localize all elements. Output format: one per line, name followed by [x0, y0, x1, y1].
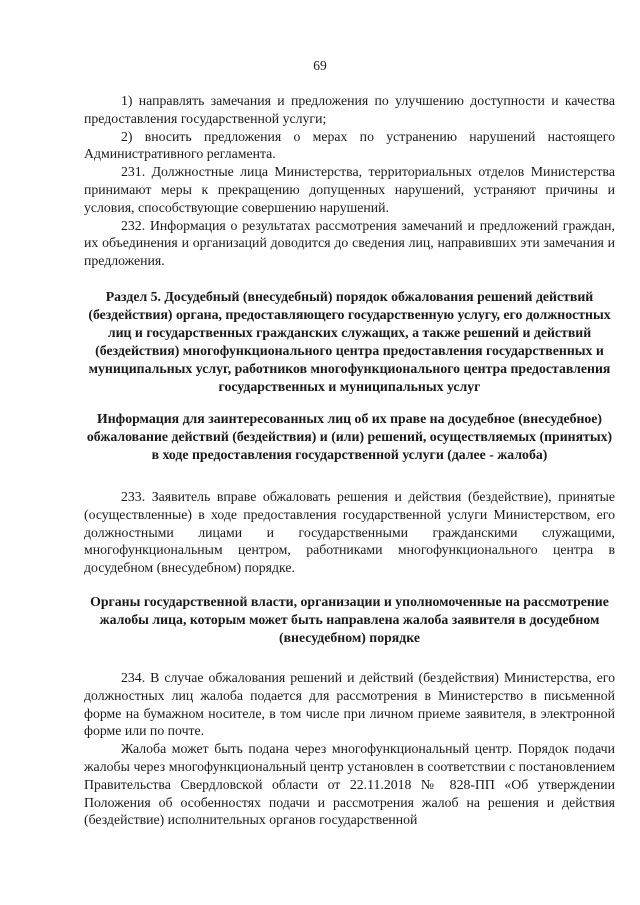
paragraph-item-1: 1) направлять замечания и предложения по улучшению доступности и качества предоставления государственной услуги;	[84, 93, 615, 126]
paragraph-234: 234. В случае обжалования решений и действий (бездействия) Министерства, его должностных лиц жалоба подается для рассмотрения в Министерство в письменной форме на бумажном носителе, в том числе при личном приеме заявителя, в электронной форме или по почте.	[84, 669, 615, 739]
organs-heading: Органы государственной власти, организации и уполномоченные на рассмотрение жалобы лица, которым может быть направлена жалоба заявителя в досудебном (внесудебном) порядке	[90, 593, 609, 645]
info-heading: Информация для заинтересованных лиц об их праве на досудебное (внесудебное) обжалование действий (бездействия) и (или) решений, осуществляемых (принятых) в ходе предоставления государственной услуги (далее - жалоба)	[86, 410, 613, 462]
paragraph-233: 233. Заявитель вправе обжаловать решения и действия (бездействие), принятые (осуществленные) в ходе предоставления государственной услуги Министерством, его должностными лицами и государственными гражданскими служащими, многофункциональным центром, работниками многофункционального центра в досудебном (внесудебном) порядке.	[84, 488, 615, 576]
paragraph-mfc: Жалоба может быть подана через многофункциональный центр. Порядок подачи жалобы через многофункциональный центр установлен в соответствии с постановлением Правительства Свердловской области от 22.11.2018 № 828-ПП «Об утверждении Положения об особенностях подачи и рассмотрения жалоб на решения и действия (бездействие) исполнительных органов государственной	[84, 741, 615, 828]
paragraph-231: 231. Должностные лица Министерства, территориальных отделов Министерства принимают меры к прекращению допущенных нарушений, устраняют причины и условия, способствующие совершению нарушений.	[84, 164, 615, 215]
paragraph-232: 232. Информация о результатах рассмотрения замечаний и предложений граждан, их объединения и организаций доводится до сведения лиц, направивших эти замечания и предложения.	[84, 217, 615, 269]
section-5-heading: Раздел 5. Досудебный (внесудебный) порядок обжалования решений действий (бездействия) органа, предоставляющего государственную услугу, его должностных лиц и государственных гражданских служащих, а также решений и действий (бездействия) многофункционального центра предоставления государственных и муниципальных услуг, работников многофункционального центра предоставления государственных и муниципальных услуг	[88, 288, 611, 394]
page-content	[84, 92, 615, 829]
paragraph-item-2: 2) вносить предложения о мерах по устранению нарушений настоящего Административного регламента.	[84, 128, 615, 162]
page-number: 69	[313, 58, 327, 73]
